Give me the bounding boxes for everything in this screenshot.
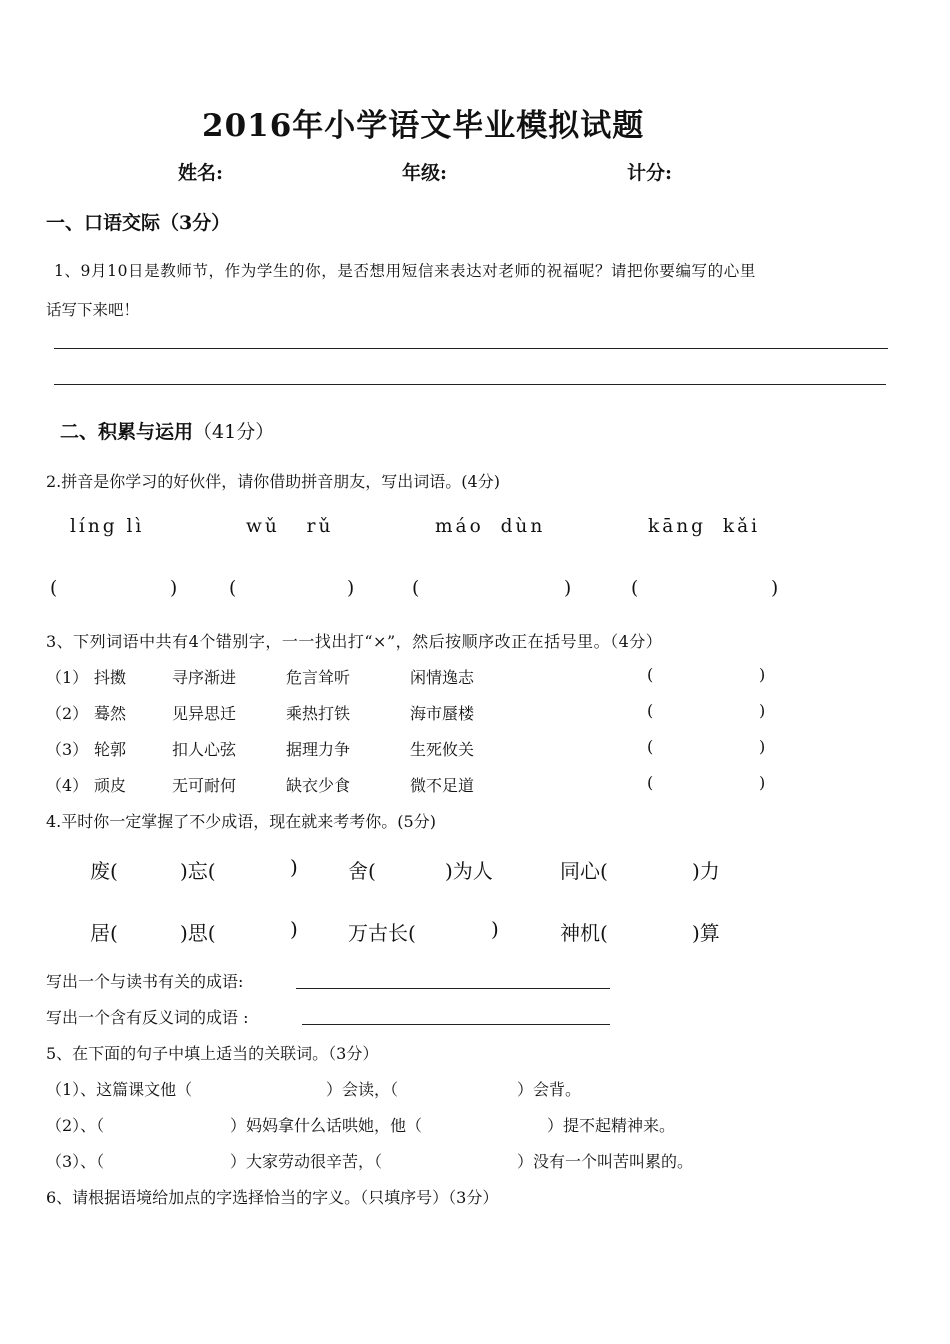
q3-word: 微不足道 — [410, 776, 475, 795]
q2-blank-3-open[interactable]: ( — [412, 578, 420, 599]
q4-write-1-line[interactable] — [296, 988, 610, 989]
q3-answer-close: ) — [759, 737, 766, 756]
q3-word: 生死攸关 — [410, 740, 475, 759]
q2-blank-1-open[interactable]: ( — [50, 578, 58, 599]
q4-write-2-line[interactable] — [302, 1024, 610, 1025]
q3-word: 见异思迁 — [172, 704, 237, 723]
q5-prompt: 5、在下面的句子中填上适当的关联词。（3分） — [46, 1044, 379, 1063]
q6-prompt: 6、请根据语境给加点的字选择恰当的字义。（只填序号）（3分） — [46, 1188, 499, 1207]
q2-blank-3-close: ) — [564, 578, 572, 599]
q3-answer-close: ) — [759, 701, 766, 720]
q3-answer-open[interactable]: ( — [647, 701, 654, 720]
idiom-4-part-b: )力 — [692, 859, 720, 883]
q3-word: 顽皮 — [94, 776, 127, 795]
section1-title: 一、口语交际（3分） — [46, 212, 231, 234]
grade-label: 年级: — [402, 162, 448, 184]
q4-write-1-label: 写出一个与读书有关的成语: — [46, 972, 244, 991]
idiom-2-part-b: ) — [290, 855, 298, 879]
q5-s3-c: ）没有一个叫苦叫累的。 — [517, 1152, 694, 1171]
q3-word: 危言耸听 — [286, 668, 351, 687]
q5-s3-b: ）大家劳动很辛苦，（ — [230, 1152, 383, 1171]
idiom-3-part-a: 舍( — [348, 859, 376, 883]
idiom-3-part-b: )为人 — [445, 859, 493, 883]
idiom-7-part-a: 万古长( — [348, 921, 416, 945]
pinyin-3: máo dùn — [435, 516, 546, 537]
q3-answer-close: ) — [759, 773, 766, 792]
q5-s1-a: （1）、这篇课文他（ — [46, 1080, 193, 1099]
q3-prompt: 3、下列词语中共有4个错别字，一一找出打“×”，然后按顺序改正在括号里。（4分） — [46, 632, 663, 651]
page-title: 2016年小学语文毕业模拟试题 — [202, 108, 645, 144]
q3-word: 闲情逸志 — [410, 668, 475, 687]
idiom-6-part-b: ) — [290, 917, 298, 941]
idiom-8-part-b: )算 — [692, 921, 720, 945]
q3-row-number: （4） — [46, 776, 89, 795]
q3-word: 扣人心弦 — [172, 740, 237, 759]
q3-word: 寻序渐进 — [172, 668, 237, 687]
q3-answer-open[interactable]: ( — [647, 773, 654, 792]
idiom-8-part-a: 神机( — [560, 921, 608, 945]
q2-blank-4-close: ) — [771, 578, 779, 599]
q3-row-number: （2） — [46, 704, 89, 723]
q2-blank-4-open[interactable]: ( — [631, 578, 639, 599]
section2-title-main: 二、积累与运用 — [60, 421, 194, 443]
q5-s2-a: （2）、（ — [46, 1116, 105, 1135]
q2-blank-2-close: ) — [347, 578, 355, 599]
idiom-5-part-a: 居( — [90, 921, 118, 945]
q3-word: 无可耐何 — [172, 776, 237, 795]
answer-line-1[interactable] — [54, 348, 888, 349]
section2-title — [60, 417, 274, 444]
pinyin-1: líng lì — [70, 516, 145, 537]
pinyin-4: kāng kǎi — [648, 516, 761, 537]
q5-s3-a: （3）、（ — [46, 1152, 105, 1171]
answer-line-2[interactable] — [54, 384, 886, 385]
q1-text-line2: 话写下来吧！ — [46, 301, 140, 319]
idiom-7-part-b: ) — [491, 917, 499, 941]
q3-word: 蓦然 — [94, 704, 127, 723]
q3-word: 据理力争 — [286, 740, 351, 759]
q5-s2-b: ）妈妈拿什么话哄她，他（ — [230, 1116, 423, 1135]
q3-row-number: （3） — [46, 740, 89, 759]
q5-s1-b: ）会读，（ — [326, 1080, 399, 1099]
q3-word: 乘热打铁 — [286, 704, 351, 723]
q2-blank-1-close: ) — [170, 578, 178, 599]
q3-word: 缺衣少食 — [286, 776, 351, 795]
q3-word: 轮郭 — [94, 740, 127, 759]
q3-word: 海市蜃楼 — [410, 704, 475, 723]
q3-answer-open[interactable]: ( — [647, 665, 654, 684]
idiom-5-part-b: )思( — [180, 921, 216, 945]
idiom-1-part-b: )忘( — [180, 859, 216, 883]
q3-answer-open[interactable]: ( — [647, 737, 654, 756]
section2-title-score: （41分） — [193, 421, 275, 443]
name-label: 姓名: — [178, 162, 224, 184]
q1-text-line1: 1、9月10日是教师节，作为学生的你，是否想用短信来表达对老师的祝福呢？请把你要编写的心里 — [54, 262, 756, 280]
pinyin-2: wǔ rǔ — [246, 516, 334, 537]
q3-row-number: （1） — [46, 668, 89, 687]
q3-word: 抖擞 — [94, 668, 127, 687]
q3-answer-close: ) — [759, 665, 766, 684]
q5-s2-c: ）提不起精神来。 — [547, 1116, 676, 1135]
q2-prompt: 2.拼音是你学习的好伙伴，请你借助拼音朋友，写出词语。(4分) — [46, 472, 500, 491]
idiom-4-part-a: 同心( — [560, 859, 608, 883]
q5-s1-c: ）会背。 — [517, 1080, 582, 1099]
q4-prompt: 4.平时你一定掌握了不少成语，现在就来考考你。(5分) — [46, 812, 436, 831]
idiom-1-part-a: 废( — [90, 859, 118, 883]
q4-write-2-label: 写出一个含有反义词的成语 : — [46, 1008, 249, 1027]
score-label: 计分: — [627, 162, 673, 184]
q2-blank-2-open[interactable]: ( — [229, 578, 237, 599]
